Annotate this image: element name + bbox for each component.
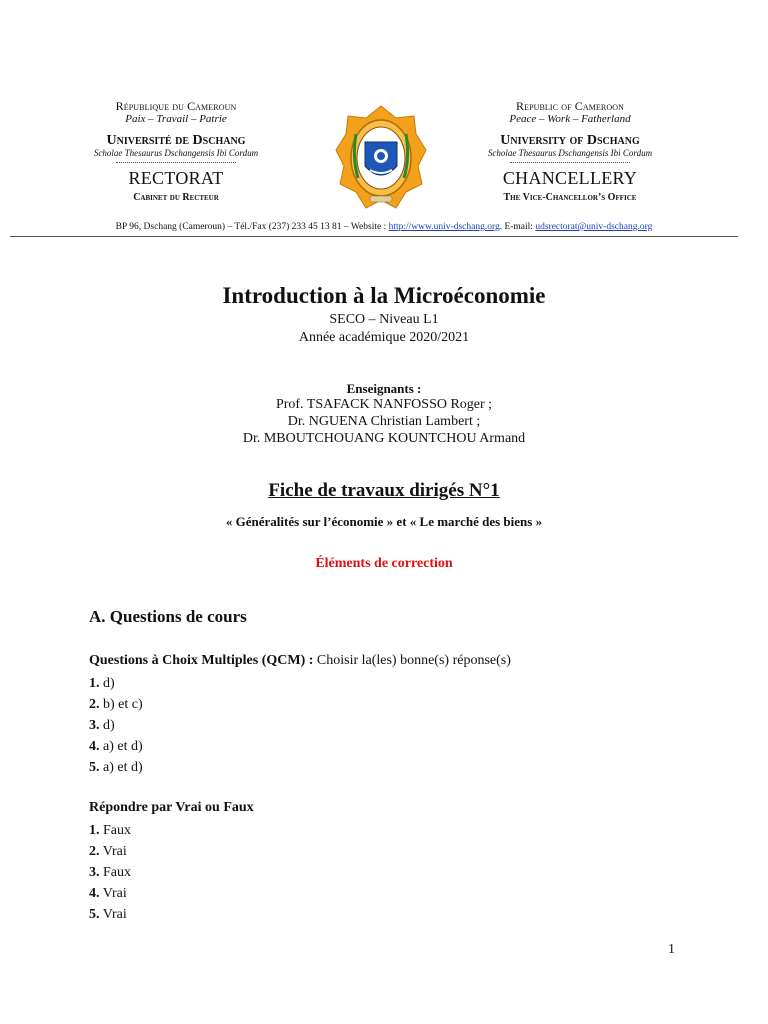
address-separator: . E-mail:	[499, 222, 536, 232]
sheet-subtitle: « Généralités sur l’économie » et « Le marché des biens »	[225, 514, 543, 529]
qcm-heading	[89, 653, 511, 669]
address-text: BP 96, Dschang (Cameroun) – Tél./Fax (237) 233 45 13 81 – Website :	[115, 222, 389, 232]
website-link[interactable]: http://www.univ-dschang.org	[388, 222, 500, 232]
item-answer: Vrai	[99, 907, 127, 922]
item-number: 4.	[89, 739, 100, 754]
university-logo	[334, 104, 428, 214]
header-address-line	[0, 222, 768, 232]
header-university-fr: Université de Dschang	[106, 133, 246, 149]
email-link[interactable]: udsrectorat@univ-dschang.org	[535, 222, 653, 232]
list-item	[89, 820, 131, 841]
item-number: 1.	[89, 823, 100, 838]
header-dotted-rule	[510, 160, 630, 163]
header-motto-en: Peace – Work – Fatherland	[509, 113, 631, 126]
header-motto-fr: Paix – Travail – Patrie	[125, 113, 227, 126]
section-a-title: A. Questions de cours	[89, 607, 247, 626]
list-item	[89, 694, 143, 715]
item-number: 3.	[89, 865, 100, 880]
list-item	[89, 883, 131, 904]
teacher-name: Prof. TSAFACK NANFOSSO Roger ;	[275, 397, 493, 412]
item-number: 1.	[89, 676, 100, 691]
list-item	[89, 862, 131, 883]
list-item	[89, 757, 143, 778]
item-number: 5.	[89, 907, 100, 922]
header-latin-motto-en: Scholae Thesaurus Dschangensis Ibi Cordum	[487, 147, 653, 158]
teacher-name: Dr. NGUENA Christian Lambert ;	[287, 414, 481, 429]
header-right-english	[460, 100, 680, 203]
item-answer: Vrai	[99, 844, 127, 859]
teacher-name: Dr. MBOUTCHOUANG KOUNTCHOU Armand	[242, 431, 526, 446]
item-answer: d)	[99, 718, 115, 733]
item-answer: Vrai	[99, 886, 127, 901]
item-number: 3.	[89, 718, 100, 733]
sheet-title: Fiche de travaux dirigés N°1	[268, 480, 500, 501]
item-number: 2.	[89, 844, 100, 859]
item-number: 5.	[89, 760, 100, 775]
list-item	[89, 841, 131, 862]
academic-year: Année académique 2020/2021	[298, 330, 470, 345]
page-number: 1	[668, 942, 675, 957]
item-answer: a) et d)	[99, 760, 143, 775]
true-false-heading: Répondre par Vrai ou Faux	[89, 800, 254, 815]
header-divider	[10, 236, 738, 237]
correction-heading: Éléments de correction	[315, 556, 453, 571]
list-item	[89, 904, 131, 925]
qcm-label: Questions à Choix Multiples (QCM) :	[89, 653, 314, 668]
header-dotted-rule	[116, 160, 236, 163]
header-country-en: Republic of Cameroon	[515, 99, 624, 113]
header-cabinet-en: The Vice-Chancellor’s Office	[503, 192, 637, 204]
list-item	[89, 673, 143, 694]
header-country-fr: République du Cameroun	[115, 99, 237, 113]
item-number: 4.	[89, 886, 100, 901]
item-answer: Faux	[99, 823, 131, 838]
header-office-fr: RECTORAT	[128, 167, 224, 188]
header-left-french	[66, 100, 286, 203]
item-answer: d)	[99, 676, 115, 691]
header-office-en: CHANCELLERY	[502, 167, 638, 188]
course-level: SECO – Niveau L1	[329, 312, 439, 327]
list-item	[89, 736, 143, 757]
header-university-en: University of Dschang	[500, 133, 640, 149]
qcm-answer-list	[89, 673, 143, 778]
header-latin-motto-fr: Scholae Thesaurus Dschangensis Ibi Cordum	[93, 147, 259, 158]
qcm-instruction: Choisir la(les) bonne(s) réponse(s)	[313, 653, 511, 668]
true-false-answer-list	[89, 820, 131, 925]
item-number: 2.	[89, 697, 100, 712]
item-answer: Faux	[99, 865, 131, 880]
course-title: Introduction à la Microéconomie	[222, 283, 546, 308]
list-item	[89, 715, 143, 736]
item-answer: b) et c)	[99, 697, 143, 712]
header-cabinet-fr: Cabinet du Recteur	[133, 192, 219, 204]
item-answer: a) et d)	[99, 739, 143, 754]
teachers-heading: Enseignants :	[346, 381, 422, 396]
